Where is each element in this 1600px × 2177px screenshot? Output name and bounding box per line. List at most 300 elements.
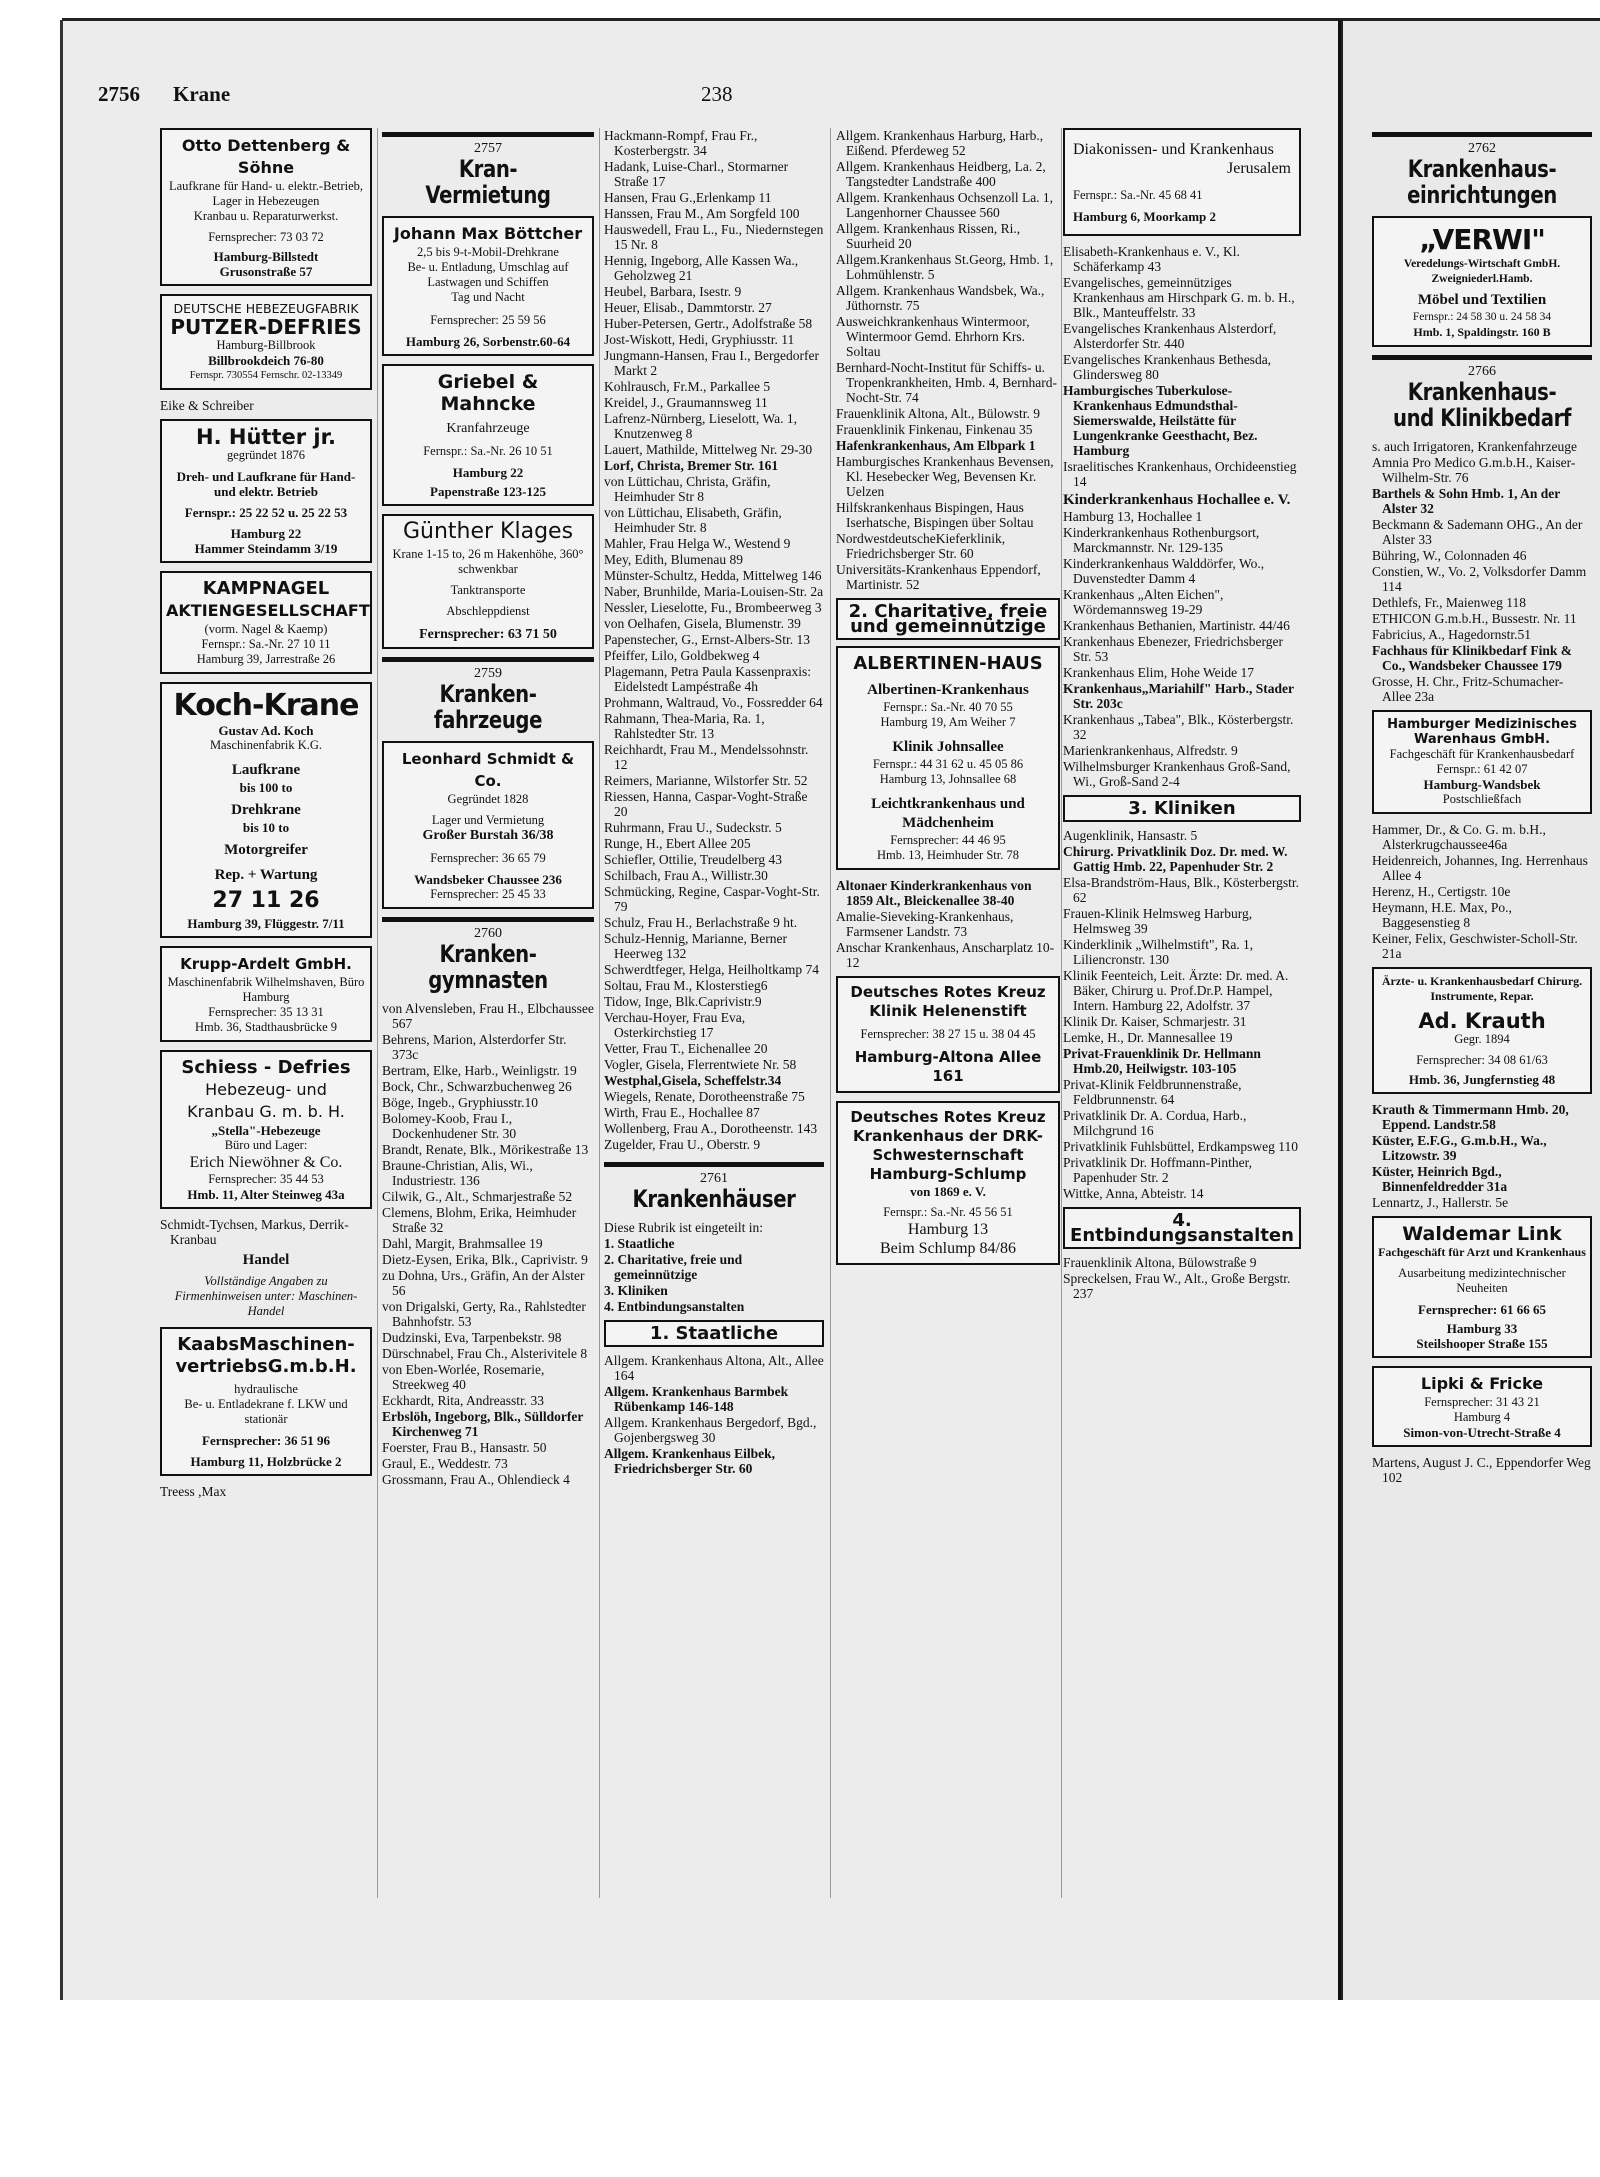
list-item: Kinderkrankenhaus Walddörfer, Wo., Duvenstedter Damm 4 xyxy=(1063,556,1265,586)
section-header xyxy=(382,917,594,993)
list-item: Evangelisches Krankenhaus Alsterdorf, Alsterdorfer Str. 440 xyxy=(1063,321,1277,351)
list-item: Riessen, Hanna, Caspar-Voght-Straße 20 xyxy=(604,789,808,819)
section-code: 2762 xyxy=(1468,141,1496,156)
list-item: Eckhardt, Rita, Andreasstr. 33 xyxy=(382,1393,544,1408)
list-item: Elsa-Brandström-Haus, Blk., Kösterbergstr. 62 xyxy=(1063,875,1299,905)
ad-name: Ad. Krauth xyxy=(1418,1009,1546,1033)
list-item: Privatklinik Dr. A. Corduа, Harb., Milchgrund 16 xyxy=(1063,1108,1247,1138)
list-item: Prohmann, Waltraud, Vo., Fossredder 64 xyxy=(604,695,823,710)
list-item: Kinderklinik „Wilhelmstift", Ra. 1, Liliencronstr. 130 xyxy=(1063,937,1254,967)
ad-phone: Fernsprecher: 36 65 79 xyxy=(430,851,546,865)
section-bar xyxy=(604,1162,824,1167)
list-item: Lafrenz-Nürnberg, Lieselott, Wa. 1, Knutzenweg 8 xyxy=(604,411,797,441)
ad-address: Hamburg 6, Moorkamp 2 xyxy=(1073,209,1216,224)
ad-address: Steilshooper Straße 155 xyxy=(1416,1336,1548,1351)
list-item: Keiner, Felix, Geschwister-Scholl-Str. 21a xyxy=(1372,931,1578,961)
ad-text: Veredelungs-Wirtschaft GmbH. Zweigniederl.Hamb. xyxy=(1403,258,1561,285)
column-2 xyxy=(382,128,594,1488)
list-item: Bühring, W., Colonnaden 46 xyxy=(1372,548,1527,563)
ad-text: DEUTSCHE HEBEZEUGFABRIK xyxy=(173,301,359,316)
list-item: Lauert, Mathilde, Mittelweg Nr. 29-30 xyxy=(604,442,813,457)
list-item: Allgem. Krankenhaus Rissen, Ri., Suurheid 20 xyxy=(836,221,1021,251)
ad-name: Klinik Johnsallee xyxy=(892,739,1004,755)
ad-putzer-defries xyxy=(160,294,372,390)
list-item: Hennig, Ingeborg, Alle Kassen Wa., Geholzweg 21 xyxy=(604,253,799,283)
ad-text: Tag und Nacht xyxy=(451,290,525,304)
list-item: Klinik Dr. Kaiser, Schmarjestr. 31 xyxy=(1063,1014,1247,1029)
column-1 xyxy=(160,128,372,1500)
list-item: Hamburgisches Tuberkulose-Krankenhaus Edmundsthal-Siemerswalde, Heilstätte für Lungenkranke Geesthacht, Bez. Hamburg xyxy=(1063,383,1258,458)
ad-phone: Fernspr.: 61 42 07 xyxy=(1436,762,1528,776)
ad-phone: Fernsprecher: 38 27 15 u. 38 04 45 xyxy=(860,1027,1036,1041)
ad-text: Gegründet 1828 xyxy=(447,792,529,806)
list-item: Krauth & Timmermann Hmb. 20, Eppend. Landstr.58 xyxy=(1372,1102,1569,1132)
list-item: Privat-Klinik Feldbrunnenstraße, Feldbrunnenstr. 64 xyxy=(1063,1077,1242,1107)
page-title: Krane xyxy=(173,82,231,106)
ad-text: Erich Niewöhner & Co. xyxy=(189,1154,343,1171)
ad-name: Deutsches Rotes Kreuz Krankenhaus der DRK-Schwesternschaft Hamburg-Schlump xyxy=(850,1108,1046,1183)
section-code: 2766 xyxy=(1468,364,1496,379)
list-item: Böge, Ingeb., Gryphiusstr.10 xyxy=(382,1095,538,1110)
ad-name: Griebel & Mahncke xyxy=(437,371,539,415)
list-gymnasten xyxy=(382,1001,594,1487)
intro-text: Diese Rubrik ist eingeteilt in: xyxy=(604,1220,763,1235)
ad-address: Hamburg 19, Am Weiher 7 xyxy=(880,715,1016,729)
list-item: von Lüttichau, Elisabeth, Gräfin, Heimhuder Str. 8 xyxy=(604,505,782,535)
section-bar xyxy=(382,657,594,662)
ad-address: Hamburg-Billbrook xyxy=(216,338,316,352)
ad-verwi xyxy=(1372,216,1592,347)
ad-address: Hamburg 13 xyxy=(907,1221,989,1238)
section-header xyxy=(1372,132,1592,208)
list-item: von Oelhafen, Gisela, Blumenstr. 39 xyxy=(604,616,801,631)
list-item: Krankenhaus Bethanien, Martinistr. 44/46 xyxy=(1063,618,1290,633)
list-item: 1. Staatliche xyxy=(604,1236,675,1251)
list-item: Allgem. Krankenhaus Barmbek Rübenkamp 146-148 xyxy=(604,1384,789,1414)
list-item: Augenklinik, Hansastr. 5 xyxy=(1063,828,1198,843)
ad-text: Drehkrane xyxy=(231,802,301,818)
section-code: 2760 xyxy=(474,926,502,941)
list-item: 4. Entbindungsanstalten xyxy=(604,1299,745,1314)
ad-name: Diakonissen- und Krankenhaus xyxy=(1073,141,1274,158)
section-bar xyxy=(1372,132,1592,137)
ad-name: KAMPNAGEL xyxy=(202,578,330,599)
ad-address: Hamburg 39, Flüggestr. 7/11 xyxy=(187,916,345,931)
ad-address: Hamburg 33 xyxy=(1446,1321,1518,1336)
ad-name: Leichtkrankenhaus und Mädchenheim xyxy=(871,796,1025,831)
list-item: Bock, Chr., Schwarzbuchenweg 26 xyxy=(382,1079,572,1094)
list-item: Privat-Frauenklinik Dr. Hellmann Hmb.20, Heilwigstr. 103-105 xyxy=(1063,1046,1261,1076)
list-item: Wiegels, Renate, Dorotheenstraße 75 xyxy=(604,1089,805,1104)
list-item: Spreckelsen, Frau W., Alt., Große Bergstr. 237 xyxy=(1063,1271,1291,1301)
list-item: Altonaer Kinderkrankenhaus von 1859 Alt., Bleickenallee 38-40 xyxy=(836,878,1032,908)
list-item: Heidenreich, Johannes, Ing. Herrenhaus Allee 4 xyxy=(1372,853,1588,883)
list-item: Privatklinik Fuhlsbüttel, Erdkampsweg 110 xyxy=(1063,1139,1298,1154)
section-heading: Handel xyxy=(242,1252,290,1268)
list-item: Reichhardt, Frau M., Mendelssohnstr. 12 xyxy=(604,742,809,772)
list-item: Evangelisches, gemeinnütziges Krankenhaus am Hirschpark G. m. b. H., Blk., Manteuffelstr. 33 xyxy=(1063,275,1295,320)
list-item: Grossmann, Frau A., Ohlendieck 4 xyxy=(382,1472,570,1487)
list-item: Schiefler, Ottilie, Treudelberg 43 xyxy=(604,852,783,867)
note: Vollständige Angaben zu Firmenhinweisen unter: Maschinen-Handel xyxy=(174,1274,358,1318)
scan-margin xyxy=(0,2000,1600,2177)
list-item: 2. Charitative, freie und gemeinnützige xyxy=(604,1252,743,1282)
ad-name: H. Hütter jr. xyxy=(196,425,336,449)
list-item: Hammer, Dr., & Co. G. m. b.H., Alsterkrugchaussee46a xyxy=(1372,822,1546,852)
ad-address: Hamburg 22 xyxy=(452,465,524,480)
ad-phone: Fernspr.: Sa.-Nr. 45 56 51 xyxy=(883,1205,1013,1219)
list-item: Hafenkrankenhaus, Am Elbpark 1 xyxy=(836,438,1036,453)
ad-text: Dreh- und Laufkrane für Hand- und elektr. Betrieb xyxy=(176,469,356,499)
section-bar xyxy=(1372,355,1592,360)
ad-text: Laufkrane für Hand- u. elektr.-Betrieb, xyxy=(168,179,363,193)
ad-phone: Fernspr.: Sa.-Nr. 40 70 55 xyxy=(883,700,1013,714)
ad-phone: Fernspr.: 44 31 62 u. 45 05 86 xyxy=(872,757,1024,771)
list-item: Mahler, Frau Helga W., Westend 9 xyxy=(604,536,791,551)
list-item: Barthels & Sohn Hmb. 1, An der Alster 32 xyxy=(1372,486,1561,516)
ad-kaabs xyxy=(160,1327,372,1476)
ad-address: Simon-von-Utrecht-Straße 4 xyxy=(1403,1425,1561,1440)
list-item: Allgem. Krankenhaus Ochsenzoll La. 1, Langenhorner Chaussee 560 xyxy=(836,190,1054,220)
list-item: Eike & Schreiber xyxy=(160,398,254,413)
list-item: Elisabeth-Krankenhaus e. V., Kl. Schäferkamp 43 xyxy=(1063,244,1240,274)
ad-name: Schiess - Defries xyxy=(181,1057,351,1078)
ad-text: Maschinenfabrik K.G. xyxy=(209,738,323,752)
ad-krauth xyxy=(1372,967,1592,1094)
ad-dettenberg xyxy=(160,128,372,286)
section-header xyxy=(1372,355,1592,431)
ad-text: Motorgreifer xyxy=(224,842,308,858)
ad-name: Krupp-Ardelt GmbH. xyxy=(180,955,352,973)
column-5 xyxy=(1063,128,1301,1302)
list-item: von Drigalski, Gerty, Ra., Rahlstedter Bahnhofstr. 53 xyxy=(382,1299,586,1329)
list-item: Lorf, Christa, Bremer Str. 161 xyxy=(604,458,779,473)
list-item: Erbslöh, Ingeborg, Blk., Sülldorfer Kirchenweg 71 xyxy=(382,1409,584,1439)
section-header xyxy=(382,132,594,208)
ad-name: PUTZER-DEFRIES xyxy=(170,315,362,339)
ad-address: Papenstraße 123-125 xyxy=(430,484,546,499)
ad-drk-schlump xyxy=(836,1101,1060,1265)
list-item: Hackmann-Rompf, Frau Fr., Kosterbergstr. 34 xyxy=(604,128,758,158)
ad-text: Wandsbeker Chaussee 236 xyxy=(414,872,562,887)
list-item: Graul, E., Weddestr. 73 xyxy=(382,1456,508,1471)
list-item: s. auch Irrigatoren, Krankenfahrzeuge xyxy=(1372,439,1578,454)
ad-text: 2,5 bis 9-t-Mobil-Drehkrane xyxy=(417,245,559,259)
ad-text: Rep. + Wartung xyxy=(214,867,318,883)
list-item: Bertram, Elke, Harb., Weinligstr. 19 xyxy=(382,1063,577,1078)
ad-waldemar-link xyxy=(1372,1216,1592,1358)
ad-address: Hmb. 1, Spaldingstr. 160 B xyxy=(1413,325,1551,339)
list-item: Krankenhaus „Alten Eichen", Wördemannsweg 19-29 xyxy=(1063,587,1224,617)
list-item: Dahl, Margit, Brahmsallee 19 xyxy=(382,1236,543,1251)
ad-phone: Fernsprecher: 35 13 31 xyxy=(208,1005,324,1019)
ad-address: Hamburg 11, Holzbrücke 2 xyxy=(190,1454,342,1469)
ad-schiess-defries xyxy=(160,1050,372,1209)
page-gutter xyxy=(1338,20,1341,2000)
ad-text: Ärzte- u. Krankenhausbedarf Chirurg. Instrumente, Repar. xyxy=(1381,974,1583,1003)
ad-text: Albertinen-Krankenhaus xyxy=(867,682,1029,698)
list-item: Israelitisches Krankenhaus, Orchideenstieg 14 xyxy=(1063,459,1297,489)
ad-name: AKTIENGESELLSCHAFT xyxy=(166,601,370,620)
ad-phone: Fernsprecher: 44 46 95 xyxy=(890,833,1006,847)
list-item: Amnia Pro Medico G.m.b.H., Kaiser-Wilhelm-Str. 76 xyxy=(1372,455,1576,485)
list-item: Jungmann-Hansen, Frau I., Bergedorfer Markt 2 xyxy=(604,348,819,378)
ad-address: Hamburg-Altona Allee 161 xyxy=(854,1048,1042,1085)
ad-name: Koch-Krane xyxy=(173,688,359,723)
list-item: NordwestdeutscheKieferklinik, Friedrichsberger Str. 60 xyxy=(836,531,1006,561)
list-item: Chirurg. Privatklinik Doz. Dr. med. W. Gattig Hmb. 22, Papenhuder Str. 2 xyxy=(1063,844,1288,874)
ad-phone: 27 11 26 xyxy=(212,888,320,913)
ad-text: Gegr. 1894 xyxy=(1454,1032,1510,1046)
ad-text: Lager und Vermietung xyxy=(431,813,545,827)
ad-text: Fachgeschäft für Arzt und Krankenhaus xyxy=(1378,1245,1586,1259)
column-4 xyxy=(836,128,1060,1273)
list-item: Universitäts-Krankenhaus Eppendorf, Martinistr. 52 xyxy=(836,562,1041,592)
list-item: Vogler, Gisela, Flerrentwiete Nr. 58 xyxy=(604,1057,797,1072)
ad-text: Laufkrane xyxy=(231,762,301,778)
ad-address: Billbrookdeich 76-80 xyxy=(208,353,324,368)
ad-address: Hamburg 39, Jarrestraße 26 xyxy=(196,652,336,666)
list-item: Foerster, Frau B., Hansastr. 50 xyxy=(382,1440,547,1455)
list-item: Mey, Edith, Blumenau 89 xyxy=(604,552,743,567)
ad-text: Krane 1-15 to, 26 m Hakenhöhe, 360° schwenkbar xyxy=(392,547,584,576)
list-item: Treess ,Max xyxy=(160,1484,227,1499)
list-item: Schulz, Frau H., Berlachstraße 9 ht. xyxy=(604,915,798,930)
ad-text: Kranfahrzeuge xyxy=(446,421,530,436)
section-title: Kran-Vermietung xyxy=(425,155,551,209)
page-header xyxy=(98,82,1338,112)
ad-address: Hamburg 22 xyxy=(230,526,302,541)
ad-name: Jerusalem xyxy=(1227,160,1291,177)
ad-phone: Fernsprecher: 73 03 72 xyxy=(208,230,324,244)
ad-text: Tanktransporte xyxy=(450,583,526,597)
list-item: Vetter, Frau T., Eichenallee 20 xyxy=(604,1041,768,1056)
ad-text: Ausarbeitung medizintechnischer Neuheiten xyxy=(1398,1266,1566,1295)
section-code: 2759 xyxy=(474,666,502,681)
page-edge-left xyxy=(60,20,63,2000)
ad-address: Hamburg 26, Sorbenstr.60-64 xyxy=(405,334,571,349)
ad-address: Hmb. 36, Stadthausbrücke 9 xyxy=(195,1020,337,1034)
list-item: Schmidt-Tychsen, Markus, Derrik-Kranbau xyxy=(160,1217,349,1247)
ad-phone: Fernspr. 730554 Fernschr. 02-13349 xyxy=(189,370,343,381)
list-item: Allgem. Krankenhaus Wandsbek, Wa., Jüthornstr. 75 xyxy=(836,283,1045,313)
list-item: Jost-Wiskott, Hedi, Gryphiusstr. 11 xyxy=(604,332,795,347)
list-item: Zugelder, Frau U., Oberstr. 9 xyxy=(604,1137,761,1152)
ad-text: Büro und Lager: xyxy=(224,1138,308,1152)
ad-klages xyxy=(382,514,594,649)
list-item: Braune-Christian, Alis, Wi., Industriestr. 136 xyxy=(382,1158,533,1188)
section-code: 2761 xyxy=(700,1171,728,1186)
list-item: Heubel, Barbara, Isestr. 9 xyxy=(604,284,742,299)
ad-address: Hamburg-Billstedt xyxy=(213,249,319,264)
section-code: 2757 xyxy=(474,141,502,156)
ad-phone: Fernsprecher: 35 44 53 xyxy=(208,1172,324,1186)
list-item: Dürschnabel, Frau Ch., Alsterivitele 8 xyxy=(382,1346,588,1361)
list-item: Fachhaus für Klinikbedarf Fink & Co., Wandsbeker Chaussee 179 xyxy=(1372,643,1573,673)
ad-name: Johann Max Böttcher xyxy=(393,224,583,243)
list-item: Allgem.Krankenhaus St.Georg, Hmb. 1, Lohmühlenstr. 5 xyxy=(836,252,1054,282)
ad-text: (vorm. Nagel & Kaemp) xyxy=(204,622,328,636)
list-item: Marienkrankenhaus, Alfredstr. 9 xyxy=(1063,743,1238,758)
list-item: Allgem. Krankenhaus Eilbek, Friedrichsberger Str. 60 xyxy=(604,1446,776,1476)
list-item: Reimers, Marianne, Wilstorfer Str. 52 xyxy=(604,773,808,788)
ad-phone: Fernsprecher: 31 43 21 xyxy=(1424,1395,1540,1409)
ad-name: Kranbau G. m. b. H. xyxy=(187,1102,345,1121)
ad-phone: Fernsprecher: 36 51 96 xyxy=(202,1433,330,1448)
ad-name: Lipki & Fricke xyxy=(1420,1374,1544,1393)
list-item: Frauenklinik Altona, Bülowstraße 9 xyxy=(1063,1255,1257,1270)
list-item: Constien, W., Vo. 2, Volksdorfer Damm 114 xyxy=(1372,564,1587,594)
subsection-entbindung: 4. Entbindungsanstalten xyxy=(1063,1207,1301,1249)
subsection-charitative: 2. Charitative, freie und gemeinnützige xyxy=(836,598,1060,640)
section-header xyxy=(604,1162,824,1212)
list-item: Wirth, Frau E., Hochallee 87 xyxy=(604,1105,760,1120)
folio-number: 238 xyxy=(701,82,733,106)
list-item: Wittke, Anna, Abteistr. 14 xyxy=(1063,1186,1204,1201)
list-item: Rahmann, Thea-Maria, Ra. 1, Rahlstedter Str. 13 xyxy=(604,711,765,741)
list-item: Frauen-Klinik Helmsweg Harburg, Helmsweg 39 xyxy=(1063,906,1253,936)
list-item: Huber-Petersen, Gertr., Adolfstraße 58 xyxy=(604,316,813,331)
list-item: Allgem. Krankenhaus Bergedorf, Bgd., Gojenbergsweg 30 xyxy=(604,1415,817,1445)
ad-name: Otto Dettenberg & Söhne xyxy=(181,136,351,177)
ad-text: Kranbau u. Reparaturwerkst. xyxy=(193,209,339,223)
ad-text: Abschleppdienst xyxy=(446,604,530,618)
list-item: Schwerdtfeger, Helga, Heilholtkamp 74 xyxy=(604,962,820,977)
ad-albertinen xyxy=(836,646,1060,870)
list-item: ETHICON G.m.b.H., Bussestr. Nr. 11 xyxy=(1372,611,1577,626)
list-item: Plagemann, Petra Paula Kassenpraxis: Eidelstedt Lampéstraße 4h xyxy=(604,664,811,694)
list-item: Hamburg 13, Hochallee 1 xyxy=(1063,509,1203,524)
ad-jerusalem xyxy=(1063,128,1301,236)
list-item: Evangelisches Krankenhaus Bethesda, Glindersweg 80 xyxy=(1063,352,1272,382)
list-item: Küster, E.F.G., G.m.b.H., Wa., Litzowstr. 39 xyxy=(1372,1133,1547,1163)
list-item: Dietz-Eysen, Erika, Blk., Caprivistr. 9 xyxy=(382,1252,588,1267)
ad-text: bis 100 to xyxy=(239,780,293,795)
ad-address: Hmb. 13, Heimhuder Str. 78 xyxy=(876,848,1019,862)
list-item: Bernhard-Nocht-Institut für Schiffs- u. Tropenkrankheiten, Hmb. 4, Bernhard-Nocht-Str. 74 xyxy=(836,360,1057,405)
ad-address: Hmb. 11, Alter Steinweg 43a xyxy=(187,1187,345,1202)
list-item: Hamburgisches Krankenhaus Bevensen, Kl. Hesebecker Weg, Bevensen Kr. Uelzen xyxy=(836,454,1054,499)
top-rule xyxy=(62,18,1600,21)
ad-name: Hamburger Medizinisches Warenhaus GmbH. xyxy=(1387,717,1577,747)
list-item: von Lüttichau, Christa, Gräfin, Heimhuder Str 8 xyxy=(604,474,771,504)
ad-text: von 1869 e. V. xyxy=(910,1184,986,1199)
column-rule xyxy=(830,128,831,1898)
column-3 xyxy=(604,128,824,1477)
section-header xyxy=(382,657,594,733)
ad-text: Be- u. Entladung, Umschlag auf Lastwagen und Schiffen xyxy=(407,260,569,289)
list-item: Krankenhaus Elim, Hohe Weide 17 xyxy=(1063,665,1254,680)
list-item: Cilwik, G., Alt., Schmarjestraße 52 xyxy=(382,1189,573,1204)
ad-text: hydraulische xyxy=(234,1382,298,1396)
ad-text: Gustav Ad. Koch xyxy=(218,723,314,738)
list-item: Allgem. Krankenhaus Harburg, Harb., Eißend. Pferdeweg 52 xyxy=(836,128,1044,158)
ad-text: Möbel und Textilien xyxy=(1417,292,1547,308)
list-item: Hilfskrankenhaus Bispingen, Haus Iserhatsche, Bispingen über Soltau xyxy=(836,500,1034,530)
ad-text: Fachgeschäft für Krankenhausbedarf xyxy=(1389,747,1575,761)
list-item: Hadank, Luise-Charl., Stormarner Straße 17 xyxy=(604,159,789,189)
ad-address: Postschließfach xyxy=(1442,792,1522,806)
list-item: Kohlrausch, Fr.M., Parkallee 5 xyxy=(604,379,771,394)
ad-phone: Fernsprecher: 25 59 56 xyxy=(430,313,546,327)
ad-lipki-fricke xyxy=(1372,1366,1592,1447)
ad-phone: Fernspr.: Sa.-Nr. 26 10 51 xyxy=(423,444,553,458)
list-item: Münster-Schultz, Hedda, Mittelweg 146 xyxy=(604,568,822,583)
list-item: Wollenberg, Frau A., Dorotheenstr. 143 xyxy=(604,1121,818,1136)
list-item: Krankenhaus Ebenezer, Friedrichsberger Str. 53 xyxy=(1063,634,1283,664)
subsection-kliniken: 3. Kliniken xyxy=(1063,795,1301,822)
list-item: Anschar Krankenhaus, Anscharplatz 10-12 xyxy=(836,940,1055,970)
section-title: Krankenhäuser xyxy=(632,1185,796,1213)
list-item: Heymann, H.E. Max, Po., Baggesenstieg 8 xyxy=(1372,900,1512,930)
ad-text: „Stella"-Hebezeuge xyxy=(211,1123,321,1138)
ad-boettcher xyxy=(382,216,594,356)
column-rule xyxy=(1061,128,1062,1898)
ad-address: Grusonstraße 57 xyxy=(219,264,313,279)
list-item: Verchau-Hoyer, Frau Eva, Osterkirchstieg 17 xyxy=(604,1010,746,1040)
list-item: Klinik Feenteich, Leit. Ärzte: Dr. med. A. Bäker, Chirurg u. Prof.Dr.P. Hampel, Intern. Hamburg 22, Adolfstr. 37 xyxy=(1063,968,1289,1013)
ad-name: Hebezeug- und xyxy=(205,1080,327,1099)
section-title: Kranken-fahrzeuge xyxy=(433,680,543,734)
list-item: Lennartz, J., Hallerstr. 5e xyxy=(1372,1195,1509,1210)
ad-address: Hamburg-Wandsbek xyxy=(1423,777,1541,792)
ad-address: Hamburg 13, Johnsallee 68 xyxy=(879,772,1017,786)
column-rule xyxy=(377,128,378,1898)
list-item: Krankenhaus„Mariahilf" Harb., Stader Str. 203c xyxy=(1063,681,1294,711)
ad-medizinisches-warenhaus xyxy=(1372,710,1592,814)
ad-krupp-ardelt xyxy=(160,946,372,1042)
list-item: Amalie-Sieveking-Krankenhaus, Farmsener Landstr. 73 xyxy=(836,909,1014,939)
ad-kampnagel xyxy=(160,571,372,674)
ad-phone: Fernsprecher: 61 66 65 xyxy=(1418,1302,1546,1317)
ad-text: Be- u. Entladekrane f. LKW und stationär xyxy=(184,1397,348,1426)
list-item: Herenz, H., Certigstr. 10e xyxy=(1372,884,1511,899)
list-item: Kinderkrankenhaus Hochallee e. V. xyxy=(1063,492,1291,508)
ad-text: bis 10 to xyxy=(242,820,290,835)
ad-koch-krane xyxy=(160,682,372,938)
ad-phone: Fernsprecher: 34 08 61/63 xyxy=(1416,1053,1548,1067)
ad-name: Günther Klages xyxy=(402,519,574,544)
subsection-staatliche: 1. Staatliche xyxy=(604,1320,824,1347)
list-item: Papenstecher, G., Ernst-Albers-Str. 13 xyxy=(604,632,811,647)
list-item: von Eben-Worlée, Rosemarie, Streekweg 40 xyxy=(382,1362,545,1392)
column-rule xyxy=(599,128,600,1898)
ad-text: Lager in Hebezeugen xyxy=(212,194,320,208)
ad-helenenstift xyxy=(836,976,1060,1093)
list-item: Lemke, H., Dr. Mannesallee 19 xyxy=(1063,1030,1233,1045)
ad-name: vertriebsG.m.b.H. xyxy=(175,1356,357,1377)
list-item: Dudzinski, Eva, Tarpenbekstr. 98 xyxy=(382,1330,562,1345)
ad-leonhard-schmidt xyxy=(382,741,594,909)
list-item: Brandt, Renate, Blk., Mörikestraße 13 xyxy=(382,1142,589,1157)
list-item: von Alvensleben, Frau H., Elbchaussee 567 xyxy=(382,1001,594,1031)
ad-address: Hamburg 4 xyxy=(1453,1410,1511,1424)
list-item: Privatklinik Dr. Hoffmann-Pinther, Papenhuder Str. 2 xyxy=(1063,1155,1252,1185)
list-item: Tidow, Inge, Blk.Caprivistr.9 xyxy=(604,994,762,1009)
section-bar xyxy=(382,917,594,922)
list-item: Kreidel, J., Graumannsweg 11 xyxy=(604,395,768,410)
list-item: Pfeiffer, Lilo, Goldbekweg 4 xyxy=(604,648,760,663)
list-item: Schmücking, Regine, Caspar-Voght-Str. 79 xyxy=(604,884,820,914)
ad-phone: Fernspr.: Sa.-Nr. 27 10 11 xyxy=(201,637,331,651)
ad-address: Beim Schlump 84/86 xyxy=(880,1240,1016,1257)
list-item: Allgem. Krankenhaus Altona, Alt., Allee 164 xyxy=(604,1353,824,1383)
ad-name: Waldemar Link xyxy=(1402,1223,1562,1245)
page-number: 2756 xyxy=(98,82,140,106)
ad-phone: Fernsprecher: 63 71 50 xyxy=(419,627,557,642)
list-item: Martens, August J. C., Eppendorfer Weg 102 xyxy=(1372,1455,1591,1485)
list-item: Schilbach, Frau A., Willistr.30 xyxy=(604,868,768,883)
